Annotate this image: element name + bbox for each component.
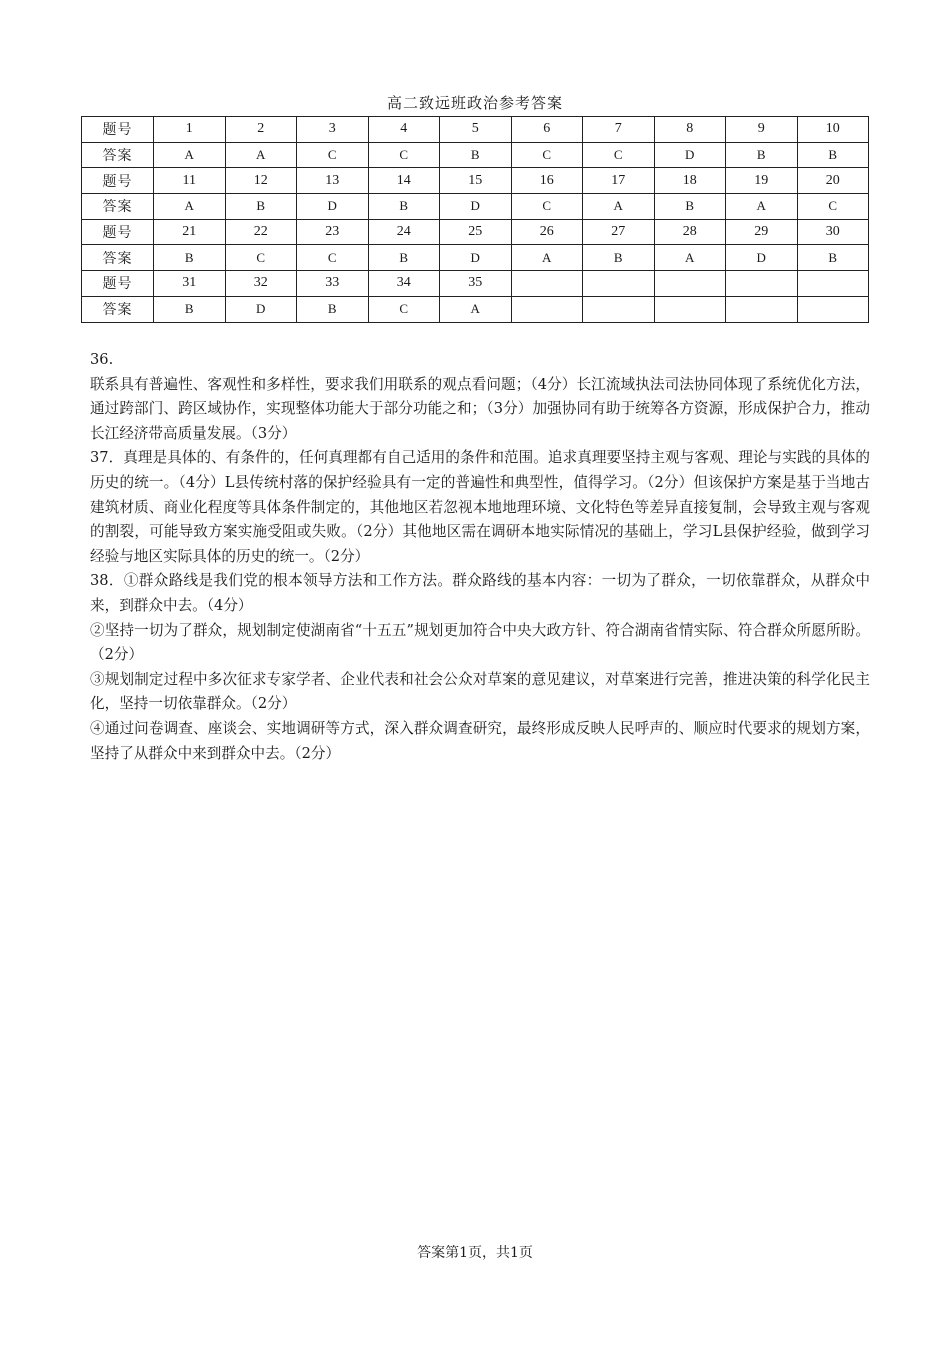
question-number-cell: 23 [297, 219, 369, 245]
question-row-label: 题号 [82, 271, 154, 297]
answer-cell: B [154, 245, 226, 271]
q38-point-2: ②坚持一切为了群众，规划制定使湖南省“十五五”规划更加符合中央大政方针、符合湖南省情实际、符合群众所愿所盼。（2分） [90, 621, 870, 664]
q38-point-3: ③规划制定过程中多次征求专家学者、企业代表和社会公众对草案的意见建议，对草案进行完善，推进决策的科学化民主化，坚持一切依靠群众。（2分） [90, 670, 870, 713]
answer-row-label: 答案 [82, 245, 154, 271]
answer-cell: B [654, 194, 726, 220]
answer-table [81, 116, 869, 323]
question-number-cell: 7 [583, 117, 655, 143]
question-number-cell: 28 [654, 219, 726, 245]
question-number-cell: 9 [726, 117, 798, 143]
answer-cell: C [511, 194, 583, 220]
answer-cell: B [797, 245, 869, 271]
answer-cell [797, 296, 869, 322]
answer-cell: B [297, 296, 369, 322]
answer-cell: C [368, 296, 440, 322]
question-number-cell: 12 [225, 168, 297, 194]
question-number-cell: 18 [654, 168, 726, 194]
answer-number-row [82, 296, 869, 322]
question-number-cell: 16 [511, 168, 583, 194]
q38-point-1: 38．①群众路线是我们党的根本领导方法和工作方法。群众路线的基本内容：一切为了群众，一切依靠群众，从群众中来，到群众中去。（4分） [90, 572, 870, 614]
q38-point-4: ④通过问卷调查、座谈会、实地调研等方式，深入群众调查研究，最终形成反映人民呼声的、顺应时代要求的规划方案，坚持了从群众中来到群众中去。（2分） [90, 719, 870, 762]
question-number-cell: 26 [511, 219, 583, 245]
answer-section [90, 348, 870, 766]
question-number-cell [583, 271, 655, 297]
question-number-cell: 31 [154, 271, 226, 297]
question-row-label: 题号 [82, 168, 154, 194]
question-number-cell: 29 [726, 219, 798, 245]
answer-row-label: 答案 [82, 194, 154, 220]
question-number-row [82, 271, 869, 297]
answer-cell: A [154, 194, 226, 220]
question-number-cell: 25 [440, 219, 512, 245]
answer-cell: D [225, 296, 297, 322]
answer-cell [726, 296, 798, 322]
question-number-cell: 24 [368, 219, 440, 245]
answer-cell: B [368, 194, 440, 220]
answer-row-label: 答案 [82, 142, 154, 168]
question-row-label: 题号 [82, 219, 154, 245]
answer-cell: C [225, 245, 297, 271]
question-number-cell: 33 [297, 271, 369, 297]
page-footer: 答案第1页，共1页 [417, 1245, 533, 1261]
answer-cell: B [797, 142, 869, 168]
answer-cell [654, 296, 726, 322]
answer-cell: D [297, 194, 369, 220]
question-number-cell: 20 [797, 168, 869, 194]
question-number-cell: 1 [154, 117, 226, 143]
question-number-cell: 17 [583, 168, 655, 194]
question-number-cell: 22 [225, 219, 297, 245]
answer-cell: B [726, 142, 798, 168]
answer-cell: C [368, 142, 440, 168]
question-number-cell: 15 [440, 168, 512, 194]
answer-cell: A [654, 245, 726, 271]
answer-cell: B [225, 194, 297, 220]
answer-cell: C [297, 142, 369, 168]
question-number-cell: 8 [654, 117, 726, 143]
question-number-cell: 6 [511, 117, 583, 143]
question-number-cell: 19 [726, 168, 798, 194]
question-number-cell: 10 [797, 117, 869, 143]
answer-cell: D [654, 142, 726, 168]
question-number-cell: 34 [368, 271, 440, 297]
question-number-row [82, 117, 869, 143]
question-number-cell: 32 [225, 271, 297, 297]
question-number-cell: 11 [154, 168, 226, 194]
q37-answer: 37．真理是具体的、有条件的，任何真理都有自己适用的条件和范围。追求真理要坚持主观与客观、理论与实践的具体的历史的统一。（4分）L县传统村落的保护经验具有一定的普遍性和典型性，值得学习。（2分）但该保护方案是基于当地古建筑材质、商业化程度等具体条件制定的，其他地区若忽视本地地理环境、文化特色等差异直接复制，会导致主观与客观的割裂，可能导致方案实施受阻或失败。（2分）其他地区需在调研本地实际情况的基础上，学习L县保护经验，做到学习经验与地区实际具体的历史的统一。（2分） [90, 449, 870, 565]
question-number-cell [797, 271, 869, 297]
answer-cell: C [297, 245, 369, 271]
answer-cell: C [583, 142, 655, 168]
answer-cell: D [440, 245, 512, 271]
answer-cell: C [511, 142, 583, 168]
question-row-label: 题号 [82, 117, 154, 143]
question-number-row [82, 219, 869, 245]
answer-cell: B [440, 142, 512, 168]
question-number-cell [726, 271, 798, 297]
answer-cell [511, 296, 583, 322]
answer-cell [583, 296, 655, 322]
answer-cell: D [440, 194, 512, 220]
answer-cell: A [583, 194, 655, 220]
answer-cell: D [726, 245, 798, 271]
q36-number: 36. [90, 351, 114, 368]
question-number-cell: 21 [154, 219, 226, 245]
page-title: 高二致远班政治参考答案 [386, 94, 563, 112]
question-number-cell: 4 [368, 117, 440, 143]
answer-cell: B [154, 296, 226, 322]
answer-number-row [82, 194, 869, 220]
question-number-cell [654, 271, 726, 297]
question-number-cell: 30 [797, 219, 869, 245]
question-number-cell: 3 [297, 117, 369, 143]
answer-cell: B [368, 245, 440, 271]
answer-cell: A [726, 194, 798, 220]
question-number-cell: 2 [225, 117, 297, 143]
answer-number-row [82, 142, 869, 168]
question-number-cell: 5 [440, 117, 512, 143]
q36-answer: 联系具有普遍性、客观性和多样性，要求我们用联系的观点看问题；（4分）长江流域执法司法协同体现了系统优化方法，通过跨部门、跨区域协作，实现整体功能大于部分功能之和；（3分）加强协同有助于统筹各方资源，形成保护合力，推动长江经济带高质量发展。（3分） [90, 375, 870, 442]
question-number-cell: 35 [440, 271, 512, 297]
question-number-cell [511, 271, 583, 297]
question-number-row [82, 168, 869, 194]
answer-cell: B [583, 245, 655, 271]
answer-number-row [82, 245, 869, 271]
question-number-cell: 13 [297, 168, 369, 194]
answer-cell: C [797, 194, 869, 220]
answer-cell: A [154, 142, 226, 168]
question-number-cell: 27 [583, 219, 655, 245]
answer-row-label: 答案 [82, 296, 154, 322]
answer-cell: A [440, 296, 512, 322]
question-number-cell: 14 [368, 168, 440, 194]
answer-cell: A [511, 245, 583, 271]
answer-cell: A [225, 142, 297, 168]
